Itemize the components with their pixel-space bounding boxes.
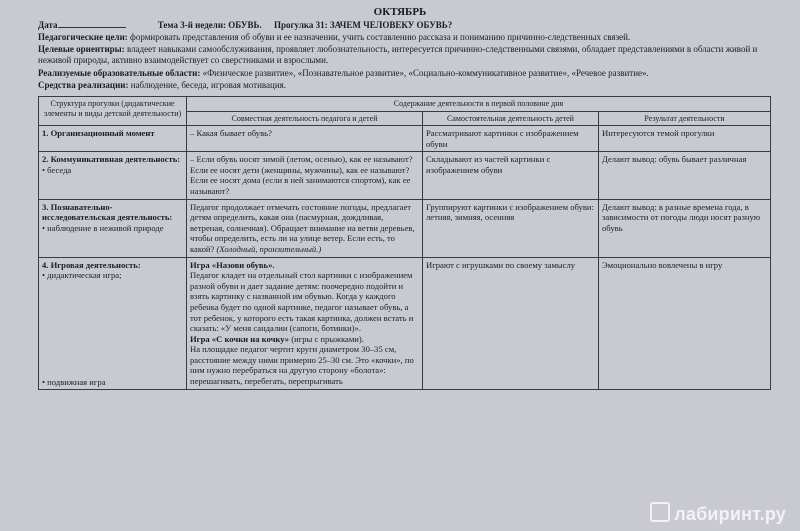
theme-text: Тема 3-й недели: ОБУВЬ.: [157, 20, 262, 30]
joint-text: Педагог продолжает отмечать состояние погоды, предлагает детям определить, какая она (пасмурная, дождливая, ветреная, солнечная). Обращает внимание на ветви деревьев, чтобы определить, есть ли на улице ветер. Если есть, то какой?: [190, 201, 415, 254]
result-cell: Делают вывод: в разные времена года, в зависимости от погоды люди носят разную обувь: [599, 199, 771, 257]
row-title: 2. Коммуникативная деятельность:: [42, 154, 181, 165]
goals-text: формировать представления об обуви и ее назначении, учить составлению рассказа и пониманию причинно-следственных связей.: [130, 32, 631, 42]
joint-activity-cell: – Если обувь носят зимой (летом, осенью), как ее называют? Если ее носят дети (женщины, мужчины), как ее называют? Если ее носят дома (если в ней занимаются спортом), как ее называют?: [187, 152, 423, 199]
independent-activity-cell: Рассматривают картинки с изображением обуви: [423, 126, 599, 152]
independent-activity-cell: Складывают из частей картинки с изображением обуви: [423, 152, 599, 199]
areas-text: «Физическое развитие», «Познавательное развитие», «Социально-коммуникативное развитие», «Речевое развитие».: [202, 68, 649, 78]
joint-activity-cell: – Какая бывает обувь?: [187, 126, 423, 152]
joint-activity-cell: [187, 257, 423, 390]
row-title: 4. Игровая деятельность:: [42, 259, 141, 270]
game2-heading: [190, 334, 419, 345]
row-item: • подвижная игра: [42, 376, 106, 387]
goals-paragraph: [38, 32, 790, 43]
areas-paragraph: [38, 68, 790, 79]
game2-title: Игра «С кочки на кочку»: [190, 333, 290, 344]
row-item: • дидактическая игра;: [42, 270, 122, 281]
labirint-logo-icon: [650, 502, 670, 522]
table-row: [39, 199, 771, 257]
areas-label: Реализуемые образовательные области:: [38, 68, 201, 78]
joint-activity-cell: [187, 199, 423, 257]
table-row: [39, 126, 771, 152]
row-title: 1. Организационный момент: [39, 126, 187, 152]
table-row: [39, 152, 771, 199]
watermark: [650, 502, 786, 525]
col-joint-header: Совместная деятельность педагога и детей: [187, 111, 423, 126]
table-header-row: [39, 97, 771, 112]
walk-plan-table: [38, 96, 771, 390]
game2-note: (игры с прыжками).: [291, 333, 364, 344]
row-title: 3. Познавательно-исследовательская деятельность:: [42, 201, 173, 223]
row-title-cell: [39, 152, 187, 199]
means-paragraph: [38, 80, 790, 91]
result-cell: Эмоционально вовлечены в игру: [599, 257, 771, 390]
date-blank: [58, 27, 126, 28]
group-header: Содержание деятельности в первой половине дня: [187, 97, 771, 112]
month-title: ОКТЯБРЬ: [373, 6, 427, 18]
topic-line: [38, 20, 790, 31]
targets-text: владеет навыками самообслуживания, проявляет любознательность, интересуется причинно-следственными связями, обладает представлениями в области живой и неживой природы, активно взаимодействует со сверстниками и взрослыми.: [38, 44, 758, 65]
independent-activity-cell: Группируют картинки с изображением обуви: летняя, зимняя, осенняя: [423, 199, 599, 257]
means-label: Средства реализации:: [38, 80, 129, 90]
row-title-cell: [39, 199, 187, 257]
targets-label: Целевые ориентиры:: [38, 44, 125, 54]
table-row: [39, 257, 771, 390]
watermark-text: лабиринт.ру: [674, 504, 786, 524]
targets-paragraph: [38, 44, 790, 66]
col-independent-header: Самостоятельная деятельность детей: [423, 111, 599, 126]
result-cell: Делают вывод: обувь бывает различная: [599, 152, 771, 199]
row-item: • наблюдение в неживой природе: [42, 222, 164, 233]
means-text: наблюдение, беседа, игровая мотивация.: [130, 80, 287, 90]
game2-text: На площадке педагог чертит круги диаметром 30–35 см, расстояние между ними примерно 25–30 см. Это «кочки», по ним нужно перебраться на другую сторону «болота»: перешагивать, перебегать, перепрыгивать: [190, 344, 414, 387]
independent-activity-cell: Играют с игрушками по своему замыслу: [423, 257, 599, 390]
row-item: • беседа: [42, 164, 72, 175]
goals-label: Педагогические цели:: [38, 32, 128, 42]
joint-answer: (Холодный, пронзительный.): [216, 243, 322, 254]
game1-title: Игра «Назови обувь».: [190, 259, 275, 270]
col-structure-header: Структура прогулки (дидактические элементы и виды детской деятельности): [39, 97, 187, 126]
date-label: Дата: [38, 20, 58, 30]
walk-title: Прогулка 31: ЗАЧЕМ ЧЕЛОВЕКУ ОБУВЬ?: [273, 20, 453, 30]
row-title-cell: [39, 257, 187, 390]
game1-text: Педагог кладет на отдельный стол картинки с изображением разной обуви и дает задание детям: поочередно подойти и взять картинку с названной им обувью. Когда у каждого ребенка будет по одной картинке, педагог называет обувь, а тот ребенок, у которого есть такая картинка, должен встать и сказать: «У меня сандалии (сапоги, ботинки)».: [190, 270, 414, 334]
col-result-header: Результат деятельности: [599, 111, 771, 126]
result-cell: Интересуются темой прогулки: [599, 126, 771, 152]
